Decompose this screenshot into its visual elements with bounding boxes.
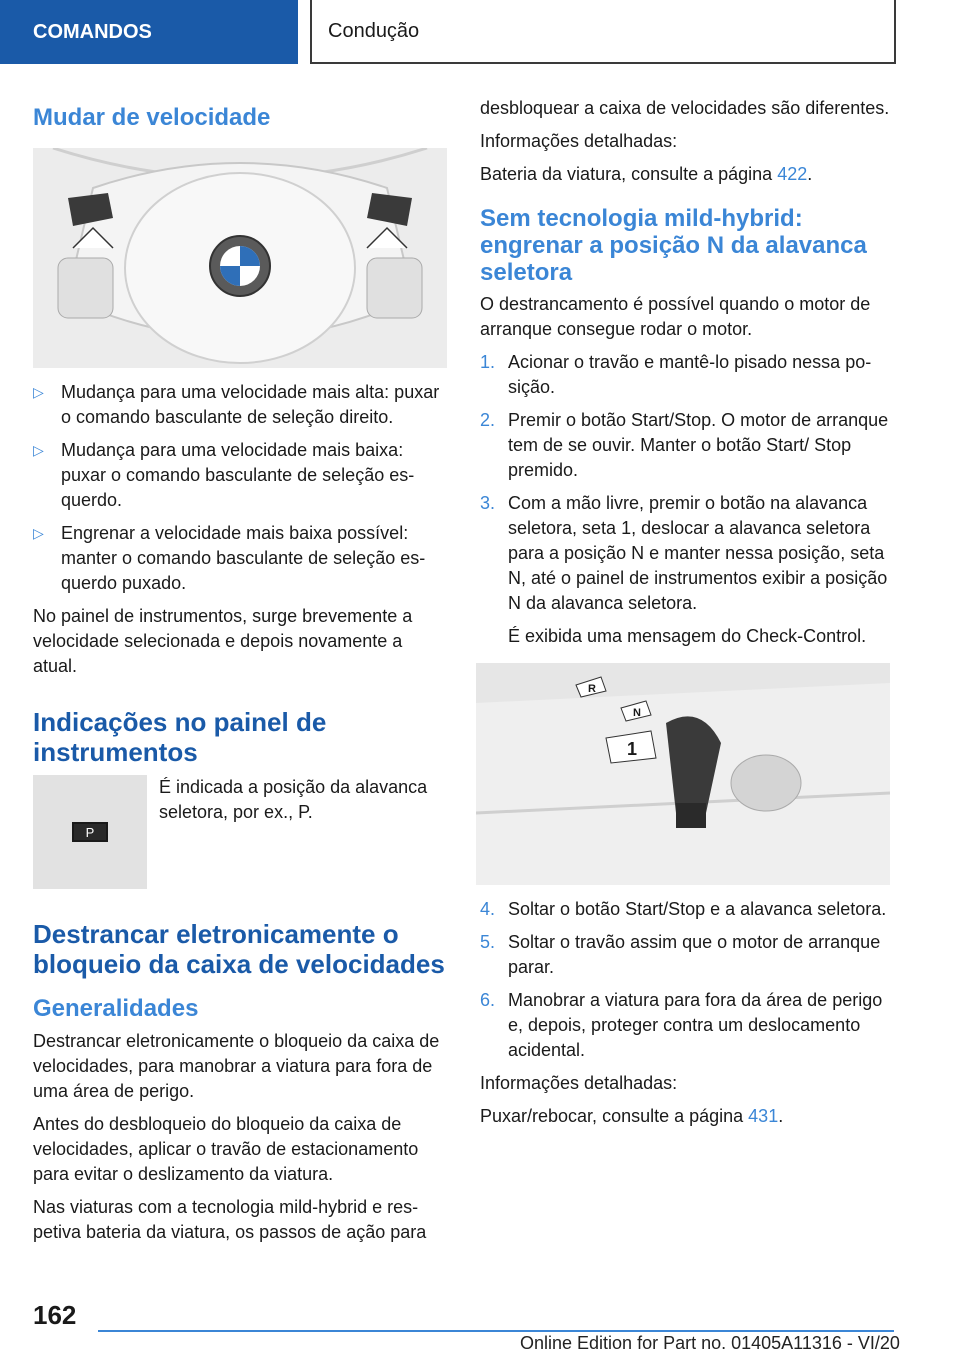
steering-wheel-illustration xyxy=(33,148,447,368)
shifter-illustration xyxy=(476,663,890,885)
indicator-row xyxy=(33,775,449,889)
list-item: 3. Com a mão livre, premir o botão na alavanca seletora, seta 1, deslocar a alavanca seletora para a posição N e manter nessa posição, seta N, até o painel de instrumentos exibir a posição N da alavanca seletora. xyxy=(480,493,888,613)
steps-list-a xyxy=(480,350,896,616)
page-number: 162 xyxy=(33,1300,77,1330)
heading-gears: Mudar de velocidade xyxy=(33,104,271,131)
continued-paragraph: desbloquear a caixa de velocidades são diferentes. xyxy=(480,98,890,118)
step3-note: É exibida uma mensagem do Check-Control. xyxy=(508,626,867,646)
shifter-image xyxy=(476,663,890,885)
indicator-image xyxy=(33,775,147,889)
steps-list-b xyxy=(480,897,896,1063)
battery-page-link[interactable]: 422 xyxy=(777,164,808,184)
list-item: ▷ Engrenar a velocidade mais baixa possível: manter o comando basculante de seleção esquerdo puxado. xyxy=(33,523,426,593)
heading-unlock: Destrancar eletronicamente o bloqueio da caixa de velocidades xyxy=(33,919,445,979)
tow-reference: Puxar/rebocar, consulte a página 431. xyxy=(480,1106,784,1126)
battery-reference: Bateria da viatura, consulte a página 422. xyxy=(480,164,813,184)
heading-no-mild-hybrid: Sem tecnologia mild-hybrid: engrenar a posição N da alavanca seletora xyxy=(480,205,867,286)
list-item: 2. Premir o botão Start/Stop. O motor de arranque tem de se ouvir. Manter o botão Start/ Stop premido. xyxy=(480,410,889,480)
list-item: 6. Manobrar a viatura para fora da área de perigo e, depois, proteger contra um deslocamento acidental. xyxy=(480,990,883,1060)
general-paragraph-3: Nas viaturas com a tecnologia mild-hybrid e respetiva bateria da viatura, os passos de ação para xyxy=(33,1197,427,1242)
general-paragraph-1: Destrancar eletronicamente o bloqueio da caixa de velocidades, para manobrar a viatura para fora de uma área de perigo. xyxy=(33,1031,440,1101)
indicator-text: É indicada a posição da alavanca seletora, por ex., P. xyxy=(159,777,428,822)
list-item: ▷ Mudança para uma velocidade mais alta: puxar o comando basculante de seleção direito. xyxy=(33,382,440,427)
shifter-label-n: N xyxy=(633,707,641,719)
triangle-bullet-icon: ▷ xyxy=(33,525,44,541)
left-column xyxy=(33,96,449,1253)
steering-wheel-image xyxy=(33,148,447,368)
tow-page-link[interactable]: 431 xyxy=(748,1106,779,1126)
gear-p-indicator: P xyxy=(72,822,108,842)
shifter-label-r: R xyxy=(588,683,596,695)
list-item: 4. Soltar o botão Start/Stop e a alavanca seletora. xyxy=(480,899,887,919)
no-mild-paragraph: O destrancamento é possível quando o motor de arranque consegue rodar o motor. xyxy=(480,294,871,339)
general-paragraph-2: Antes do desbloqueio do bloqueio da caixa de velocidades, aplicar o travão de estacionamento para evitar o deslizamento da viatura. xyxy=(33,1114,419,1184)
shifter-label-1: 1 xyxy=(626,739,638,759)
chapter-tab: Condução xyxy=(310,0,896,64)
triangle-bullet-icon: ▷ xyxy=(33,384,44,400)
footer-edition: Online Edition for Part no. 01405A11316 - VI/20 xyxy=(520,1333,900,1353)
heading-general: Generalidades xyxy=(33,995,199,1022)
footer-divider xyxy=(98,1330,894,1332)
right-column xyxy=(480,96,896,1137)
gear-bullets xyxy=(33,380,449,596)
info-label: Informações detalhadas: xyxy=(480,131,678,151)
gear-paragraph: No painel de instrumentos, surge brevemente a velocidade selecionada e depois novamente a atual. xyxy=(33,606,413,676)
section-tab: COMANDOS xyxy=(0,0,298,64)
heading-indications: Indicações no painel de instrumentos xyxy=(33,707,327,767)
list-item: 5. Soltar o travão assim que o motor de arranque parar. xyxy=(480,932,881,977)
info-label-2: Informações detalhadas: xyxy=(480,1073,678,1093)
triangle-bullet-icon: ▷ xyxy=(33,442,44,458)
list-item: 1. Acionar o travão e mantê-lo pisado nessa posição. xyxy=(480,352,872,397)
list-item: ▷ Mudança para uma velocidade mais baixa: puxar o comando basculante de seleção esquerdo. xyxy=(33,440,415,510)
